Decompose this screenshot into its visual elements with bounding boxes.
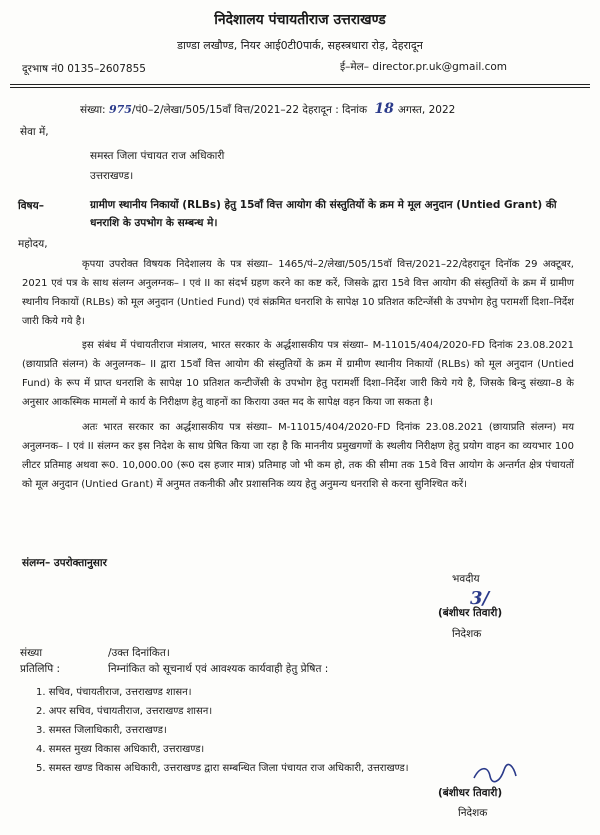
email-address: ई–मेल– director.pr.uk@gmail.com xyxy=(340,61,508,73)
recipient-line-1: समस्त जिला पंचायत राज अधिकारी xyxy=(90,150,225,162)
signatory-designation: निदेशक xyxy=(452,628,482,640)
salutation: सेवा में, xyxy=(20,126,49,138)
reference-text: /पं0–2/लेखा/505/15वाँ वित्त/2021–22 देहरादून : दिनांक xyxy=(131,104,368,116)
paragraph-1: कृपया उपरोक्त विषयक निदेशालय के पत्र संख्या– 1465/पं–2/लेखा/505/15वॉ वित्त/2021–22/देहरादून दिनॉक 29 अक्टूबर, 2021 एवं पत्र के साथ संलग्न अनुलग्नक– I एवं II का संदर्भ ग्रहण करने का कष्ट करें, जिसके द्वारा 15वे वित्त आयोग की संस्तुतियों के क्रम में ग्रामीण स्थानीय निकायों (RLBs) को मूल अनुदान (Untied Fund) एवं संक्रमित धनराशि के सापेक्ष 10 प्रतिशत कटिन्जेंसी के उपभोग हेतु परामर्शी दिशा–निर्देश जारी किये गये है। xyxy=(22,259,574,327)
handwritten-signature xyxy=(470,762,520,784)
phone-number: दूरभाष नं0 0135–2607855 xyxy=(22,63,146,75)
reference-handwritten-number: 975 xyxy=(108,103,132,116)
copy-recipient-list xyxy=(36,683,409,778)
header-rule-bottom xyxy=(10,87,590,88)
list-item: 4. समस्त मुख्य विकास अधिकारी, उत्तराखण्ड। xyxy=(36,744,205,755)
copy-label: प्रतिलिपि : xyxy=(20,663,61,675)
list-item: 2. अपर सचिव, पंचायतीराज, उत्तराखण्ड शासन। xyxy=(36,706,213,717)
reference-line xyxy=(80,101,455,117)
paragraph-3: अतः भारत सरकार का अर्द्धशासकीय पत्र संख्या– M-11015/404/2020-FD दिनांक 23.08.2021 (छायाप्रति संलग्न) मय अनुलग्नक– I एवं II संलग्न कर इस निदेश के साथ प्रेषित किया जा रहा है कि माननीय प्रमुखगणों के स्थलीय निरीक्षण हेतु प्रयोग वाहन का व्ययभार 100 लीटर प्रतिमाह अथवा रू0. 10,000.00 (रू0 दस हजार मात्र) प्रतिमाह जो भी कम हो, तक की सीमा तक 15वे वित्त आयोग के अन्तर्गत क्षेत्र पंचायतों को मूल अनुदान (Untied Grant) में अनुमत तकनीकी और प्रशासनिक व्यय हेतु अनुमन्य धनराशि से करना सुनिश्चित करें। xyxy=(22,422,574,490)
reference-prefix: संख्या: xyxy=(80,104,106,116)
letterhead-address: डाण्डा लखौण्ड, नियर आई0टी0पार्क, सहस्त्रधारा रोड़, देहरादून xyxy=(177,39,423,52)
copy-intro: निम्नांकित को सूचनार्थ एवं आवश्यक कार्यवाही हेतु प्रेषित : xyxy=(108,663,329,675)
reference-handwritten-day: 18 xyxy=(374,101,394,117)
recipient-line-2: उत्तराखण्ड। xyxy=(90,170,134,182)
bottom-signatory-name: (बंशीधर तिवारी) xyxy=(438,787,503,799)
copy-number-text: /उक्त दिनांकित। xyxy=(108,647,170,659)
bottom-signatory-designation: निदेशक xyxy=(458,807,488,819)
subject-text: ग्रामीण स्थानीय निकायों (RLBs) हेतु 15वाँ वित्त आयोग की संस्तुतियों के क्रम मे मूल अनुदान (Untied Grant) की धनराशि के उपभोग के सम्बन्ध मे। xyxy=(90,199,557,229)
subject-label: विषय– xyxy=(18,200,44,212)
list-item: 5. समस्त खण्ड विकास अधिकारी, उत्तराखण्ड द्वारा सम्बन्धित जिला पंचायत राज अधिकारी, उत्तराखण्ड। xyxy=(36,763,409,774)
greeting: महोदय, xyxy=(18,238,48,250)
enclosure-note: संलग्न– उपरोक्तानुसार xyxy=(22,557,107,569)
header-rule-top xyxy=(10,84,590,85)
closing: भवदीय xyxy=(452,573,480,585)
reference-month-year: अगस्त, 2022 xyxy=(397,104,456,116)
letter-body xyxy=(22,255,574,494)
signatory-name: (बंशीधर तिवारी) xyxy=(438,607,503,619)
list-item: 3. समस्त जिलाधिकारी, उत्तराखण्ड। xyxy=(36,725,167,736)
signature-initials: 3/ xyxy=(470,588,490,609)
copy-number-label: संख्या xyxy=(20,647,43,659)
letterhead-title: निदेशालय पंचायतीराज उत्तराखण्ड xyxy=(214,12,386,28)
paragraph-2: इस संबंध में पंचायतीराज मंत्रालय, भारत सरकार के अर्द्धशासकीय पत्र संख्या– M-11015/404/2020-FD दिनांक 23.08.2021 (छायाप्रति संलग्न) के अनुलग्नक– II द्वारा 15वाँ वित्त आयोग की संस्तुतियों के क्रम में ग्रामीण स्थानीय निकायों (RLBs) को मूल अनुदान (Untied Fund) के रूप में प्राप्त धनराशि के सापेक्ष 10 प्रतिशत कन्टीजेंसी के उपभोग हेतु परामर्शी दिशा–निर्देश जारी किये गये है, जिसके बिन्दु संख्या–8 के अनुसार आकस्मिक मामलों मे कार्य के निरीक्षण हेतु वाहनों का किराया उक्त मद के सापेक्ष वहन किया जा सकता है। xyxy=(22,340,574,408)
list-item: 1. सचिव, पंचायतीराज, उत्तराखण्ड शासन। xyxy=(36,687,192,698)
